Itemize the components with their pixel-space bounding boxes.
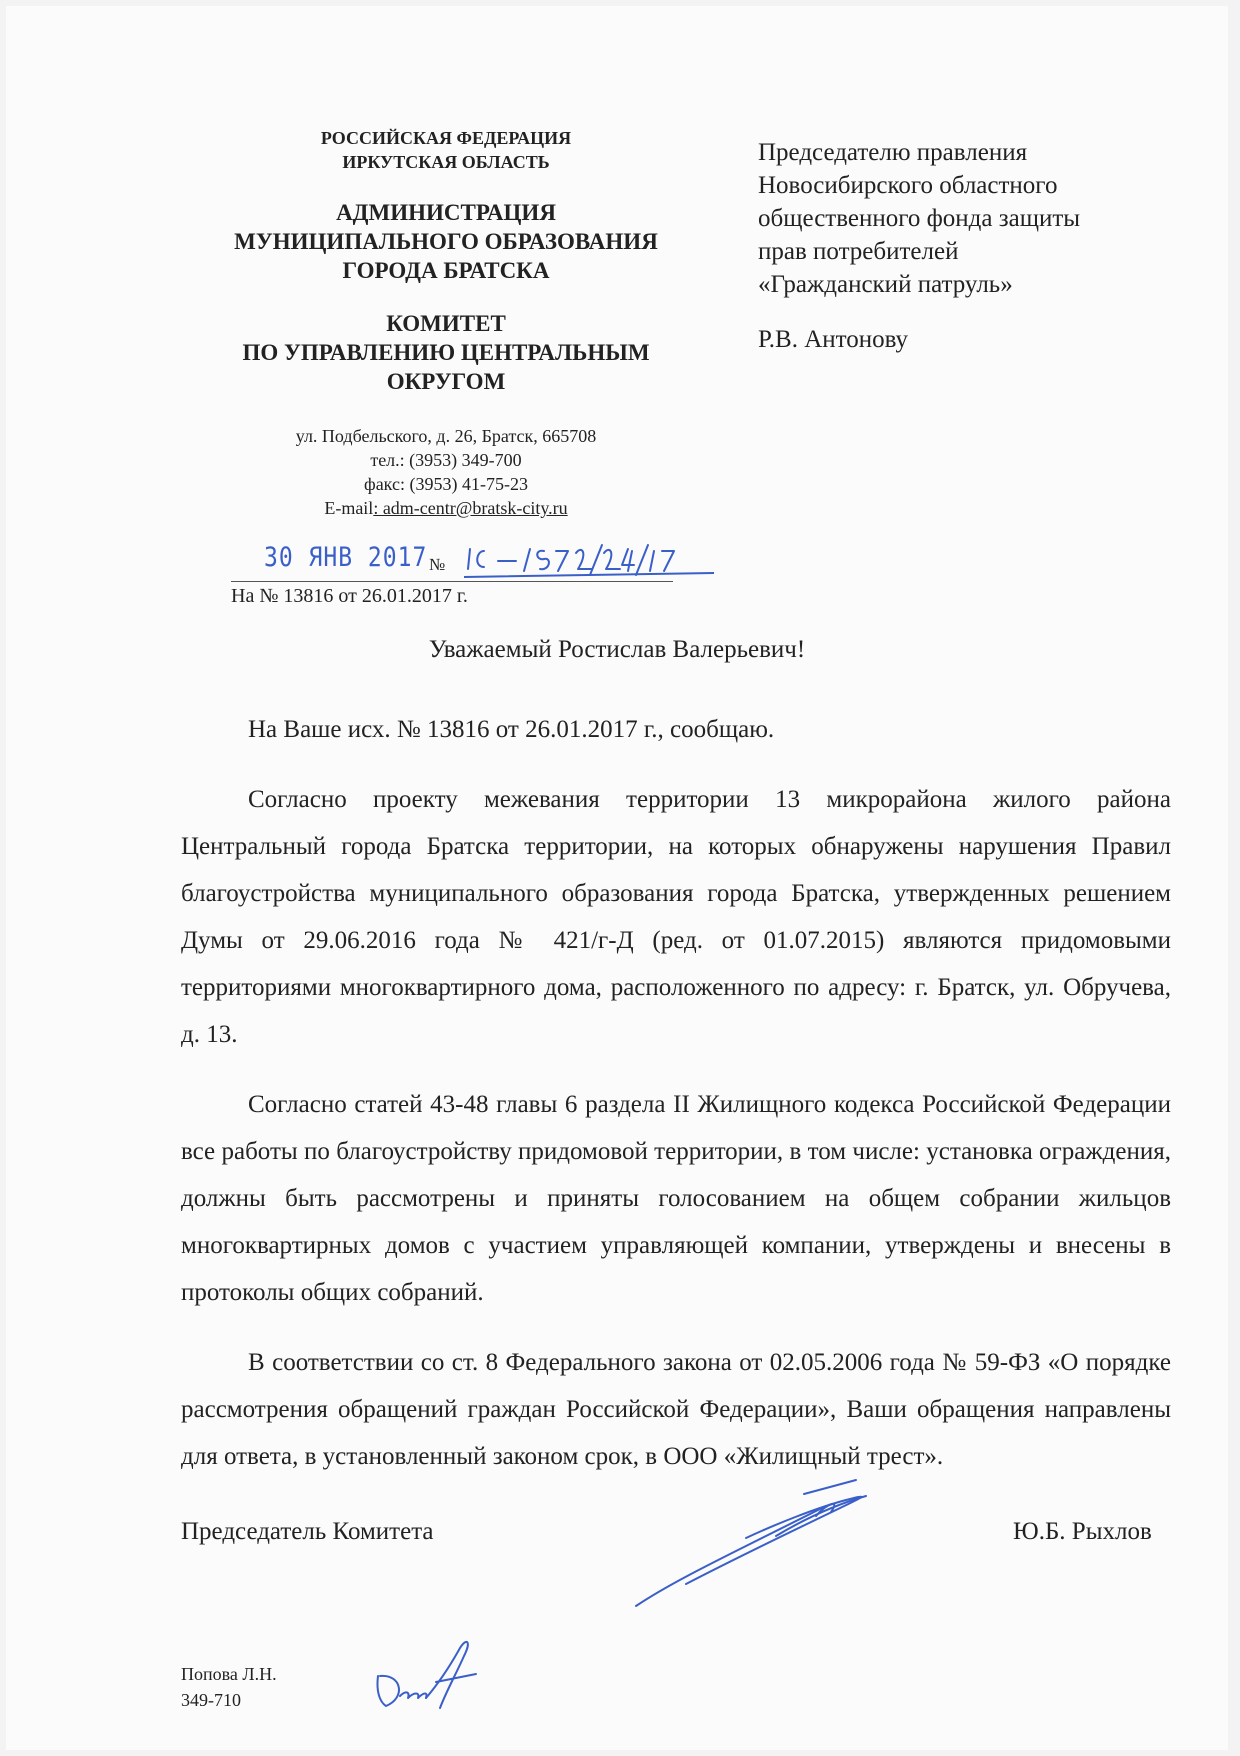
signatory-position: Председатель Комитета (181, 1518, 434, 1545)
date-stamp: 30 ЯНВ 2017 (264, 543, 428, 573)
committee-line-1: КОМИТЕТ (386, 311, 506, 336)
sender-fax: факс: (3953) 41-75-23 (364, 474, 528, 494)
letter-page (6, 6, 1228, 1750)
administration-line-2: МУНИЦИПАЛЬНОГО ОБРАЗОВАНИЯ (234, 229, 658, 254)
number-sign: № (429, 555, 446, 574)
region-line: ИРКУТСКАЯ ОБЛАСТЬ (342, 152, 550, 172)
administration-line-1: АДМИНИСТРАЦИЯ (336, 200, 556, 225)
body-paragraph-1: На Ваше исх. № 13816 от 26.01.2017 г., сообщаю. (248, 716, 775, 743)
executor-initials-signature (366, 1636, 506, 1716)
administration-line-3: ГОРОДА БРАТСКА (342, 258, 550, 283)
executor-name: Попова Л.Н. (181, 1664, 277, 1684)
signatory-name: Ю.Б. Рыхлов (1013, 1518, 1152, 1545)
incoming-reference: На № 13816 от 26.01.2017 г. (231, 585, 468, 607)
sender-phone: тел.: (3953) 349-700 (370, 450, 522, 470)
committee-line-3: ОКРУГОМ (386, 369, 506, 394)
body-paragraph-2: Согласно проекту межевания территории 13 микрорайона жилого района Центральный города Братска территории, на которых обнаружены нарушения Правил благоустройства муниципального образования города Братска, утвержденных решением Думы от 29.06.2016 года № 421/г-Д (ред. от 01.07.2015) являются придомовыми территориями многоквартирного дома, расположенного по адресу: г. Братск, ул. Обручева, д. 13. (181, 786, 1171, 1048)
handwritten-signature (626, 1476, 886, 1616)
executor-phone: 349-710 (181, 1690, 241, 1710)
sender-header (186, 126, 706, 520)
reference-rule (231, 581, 673, 582)
addressee-line-4: прав потребителей (758, 238, 959, 265)
addressee-line-3: общественного фонда защиты (758, 205, 1081, 232)
sender-address: ул. Подбельского, д. 26, Братск, 665708 (295, 426, 597, 446)
salutation: Уважаемый Ростислав Валерьевич! (428, 636, 806, 663)
addressee-block (758, 136, 1080, 356)
executor-info (181, 1661, 277, 1713)
handwritten-registration-number (464, 539, 714, 579)
registration-row (264, 539, 684, 583)
body-paragraph-4: В соответствии со ст. 8 Федерального закона от 02.05.2006 года № 59-ФЗ «О порядке рассмотрения обращений граждан Российской Федерации», Ваши обращения направлены для ответа, в установленный законом срок, в ООО «Жилищный трест». (181, 1349, 1171, 1470)
addressee-line-5: «Гражданский патруль» (758, 271, 1013, 298)
addressee-line-2: Новосибирского областного (758, 172, 1058, 199)
email-label: E-mail (324, 498, 374, 518)
addressee-line-1: Председателю правления (758, 139, 1028, 166)
letter-body (181, 706, 1171, 1503)
federation-line: РОССИЙСКАЯ ФЕДЕРАЦИЯ (320, 128, 572, 148)
sender-email-line (186, 496, 706, 520)
committee-line-2: ПО УПРАВЛЕНИЮ ЦЕНТРАЛЬНЫМ (242, 340, 650, 365)
email-link[interactable]: : adm-centr@bratsk-city.ru (373, 498, 568, 518)
sender-contacts (186, 424, 706, 520)
body-paragraph-3: Согласно статей 43-48 главы 6 раздела II Жилищного кодекса Российской Федерации все работы по благоустройству придомовой территории, в том числе: установка ограждения, должны быть рассмотрены и приняты голосованием на общем собрании жильцов многоквартирных домов с участием управляющей компании, утверждены и внесены в протоколы общих собраний. (181, 1091, 1171, 1306)
addressee-name: Р.В. Антонову (758, 326, 909, 353)
